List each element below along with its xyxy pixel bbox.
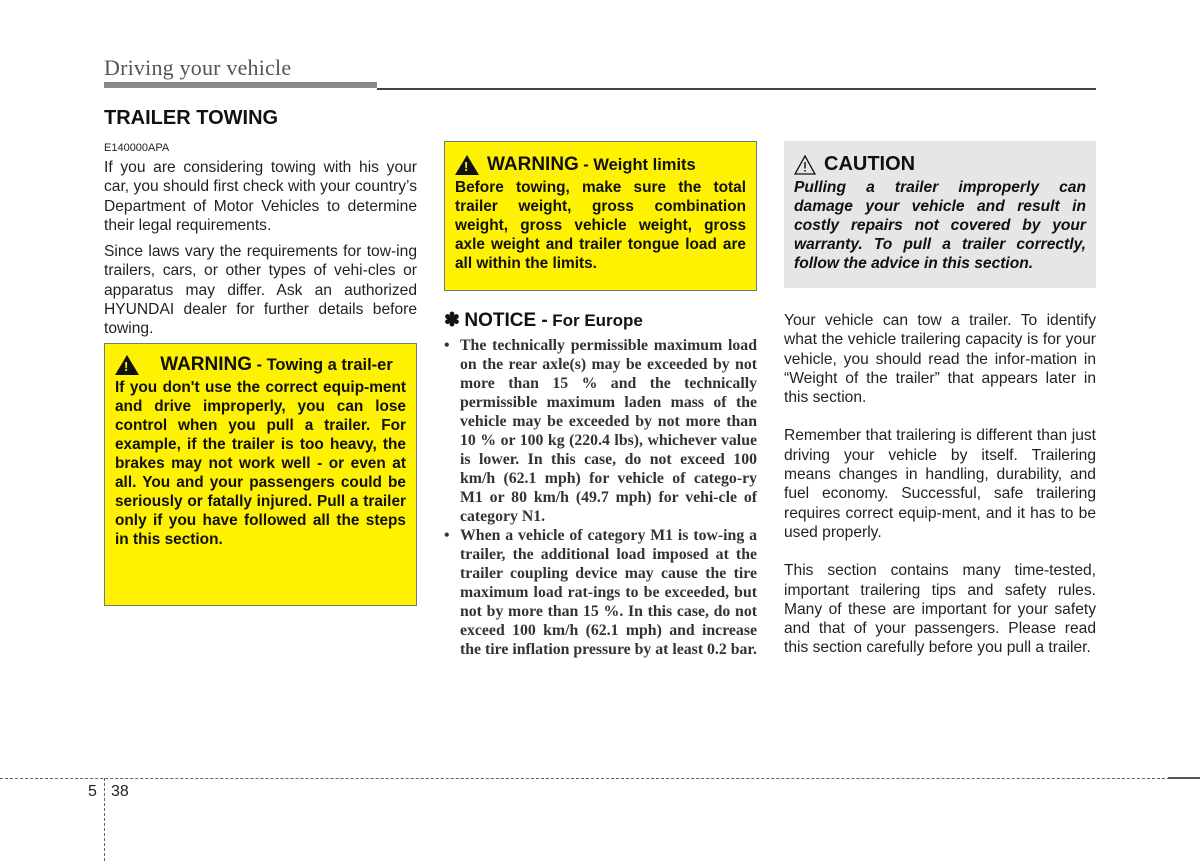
notice-item-2: • When a vehicle of category M1 is tow-ing a trailer, the additional load imposed at the trailer coupling device may cause the tire maximum load rat-ings to be exceeded, but not by more than 15 %. In this case, do not exceed 100 km/h (62.1 mph) and increase the tire inflation pressure by at least 0.2 bar. <box>444 526 757 659</box>
footer-vertical-divider <box>104 778 105 861</box>
page-number: 38 <box>111 783 129 800</box>
chapter-number: 5 <box>88 783 97 800</box>
warning-towing-header <box>115 354 406 376</box>
right-paragraph-1: Your vehicle can tow a trailer. To identify what the vehicle trailering capacity is for your vehicle, you should read the infor-mation in “Weight of the trailer” that appears later in this section. <box>784 312 1096 407</box>
header-rule-thin <box>377 88 1096 90</box>
right-paragraph-3: This section contains many time-tested, important trailering tips and safety rules. Many of these are important for your safety and that of your passengers. Please read this section carefully before you pull a trailer. <box>784 562 1096 657</box>
warning-icon <box>455 155 479 175</box>
document-code: E140000APA <box>104 142 170 154</box>
warning-weight-box <box>444 141 757 291</box>
intro-paragraph-2: Since laws vary the requirements for tow-ing trailers, cars, or other types of vehi-cles or apparatus may differ. Ask an authorized HYUNDAI dealer for further details before towing. <box>104 243 417 338</box>
notice-list <box>444 336 757 659</box>
notice-item-1: • The technically permissible maximum load on the rear axle(s) may be exceeded by not more than 15 % and the technically permissible maximum laden mass of the vehicle may be exceeded by not more than 10 % or 100 kg (220.4 lbs), whichever value is lower. In this case, do not exceed 100 km/h (62.1 mph) for vehicle of catego-ry M1 or 80 km/h (49.7 mph) for vehi-cle of category N1. <box>444 336 757 526</box>
notice-symbol: ✽ <box>444 310 460 331</box>
warning-towing-text: If you don't use the correct equip-ment and drive improperly, you can lose control when you pull a trailer. For example, if the trailer is too heavy, the brakes may not work well - or even at all. You and your passengers could be seriously or fatally injured. Pull a trailer only if you have followed all the steps in this section. <box>115 379 406 548</box>
notice-title: NOTICE - <box>464 310 548 331</box>
warning-icon <box>115 355 139 375</box>
caution-title: CAUTION <box>824 153 916 175</box>
footer-tick <box>1168 777 1200 779</box>
warning-towing-title: WARNING <box>160 354 253 375</box>
warning-towing-box <box>104 343 417 606</box>
header-rule-thick <box>104 82 377 88</box>
warning-weight-text: Before towing, make sure the total trailer weight, gross combination weight, gross vehicle weight, gross axle weight and trailer tongue load are all within the limits. <box>455 179 746 272</box>
notice-subtitle: For Europe <box>552 311 643 330</box>
caution-box <box>784 141 1096 288</box>
caution-icon <box>794 155 816 175</box>
section-title: Driving your vehicle <box>104 55 292 80</box>
caution-text: Pulling a trailer improperly can damage your vehicle and result in costly repairs not covered by your warranty. To pull a trailer correctly, follow the advice in this section. <box>794 179 1086 272</box>
warning-weight-subtitle: - Weight limits <box>583 156 696 174</box>
page-heading: TRAILER TOWING <box>104 107 279 129</box>
warning-towing-subtitle: - Towing a trail-er <box>256 356 393 374</box>
right-text <box>784 311 1096 677</box>
intro-paragraph-1: If you are considering towing with his your car, you should first check with your country’s Department of Motor Vehicles to determine their legal requirements. <box>104 159 417 234</box>
right-paragraph-2: Remember that trailering is different than just driving your vehicle by itself. Trailering means changes in handling, durability, and fuel economy. Successful, safe trailering requires correct equip-ment, and it has to be used properly. <box>784 427 1096 541</box>
footer-divider <box>0 778 1200 779</box>
intro-text <box>104 158 417 346</box>
warning-weight-header <box>455 154 746 176</box>
caution-header <box>794 153 1086 176</box>
warning-weight-title: WARNING <box>487 154 579 175</box>
notice-europe <box>444 309 757 659</box>
notice-header <box>444 309 757 332</box>
